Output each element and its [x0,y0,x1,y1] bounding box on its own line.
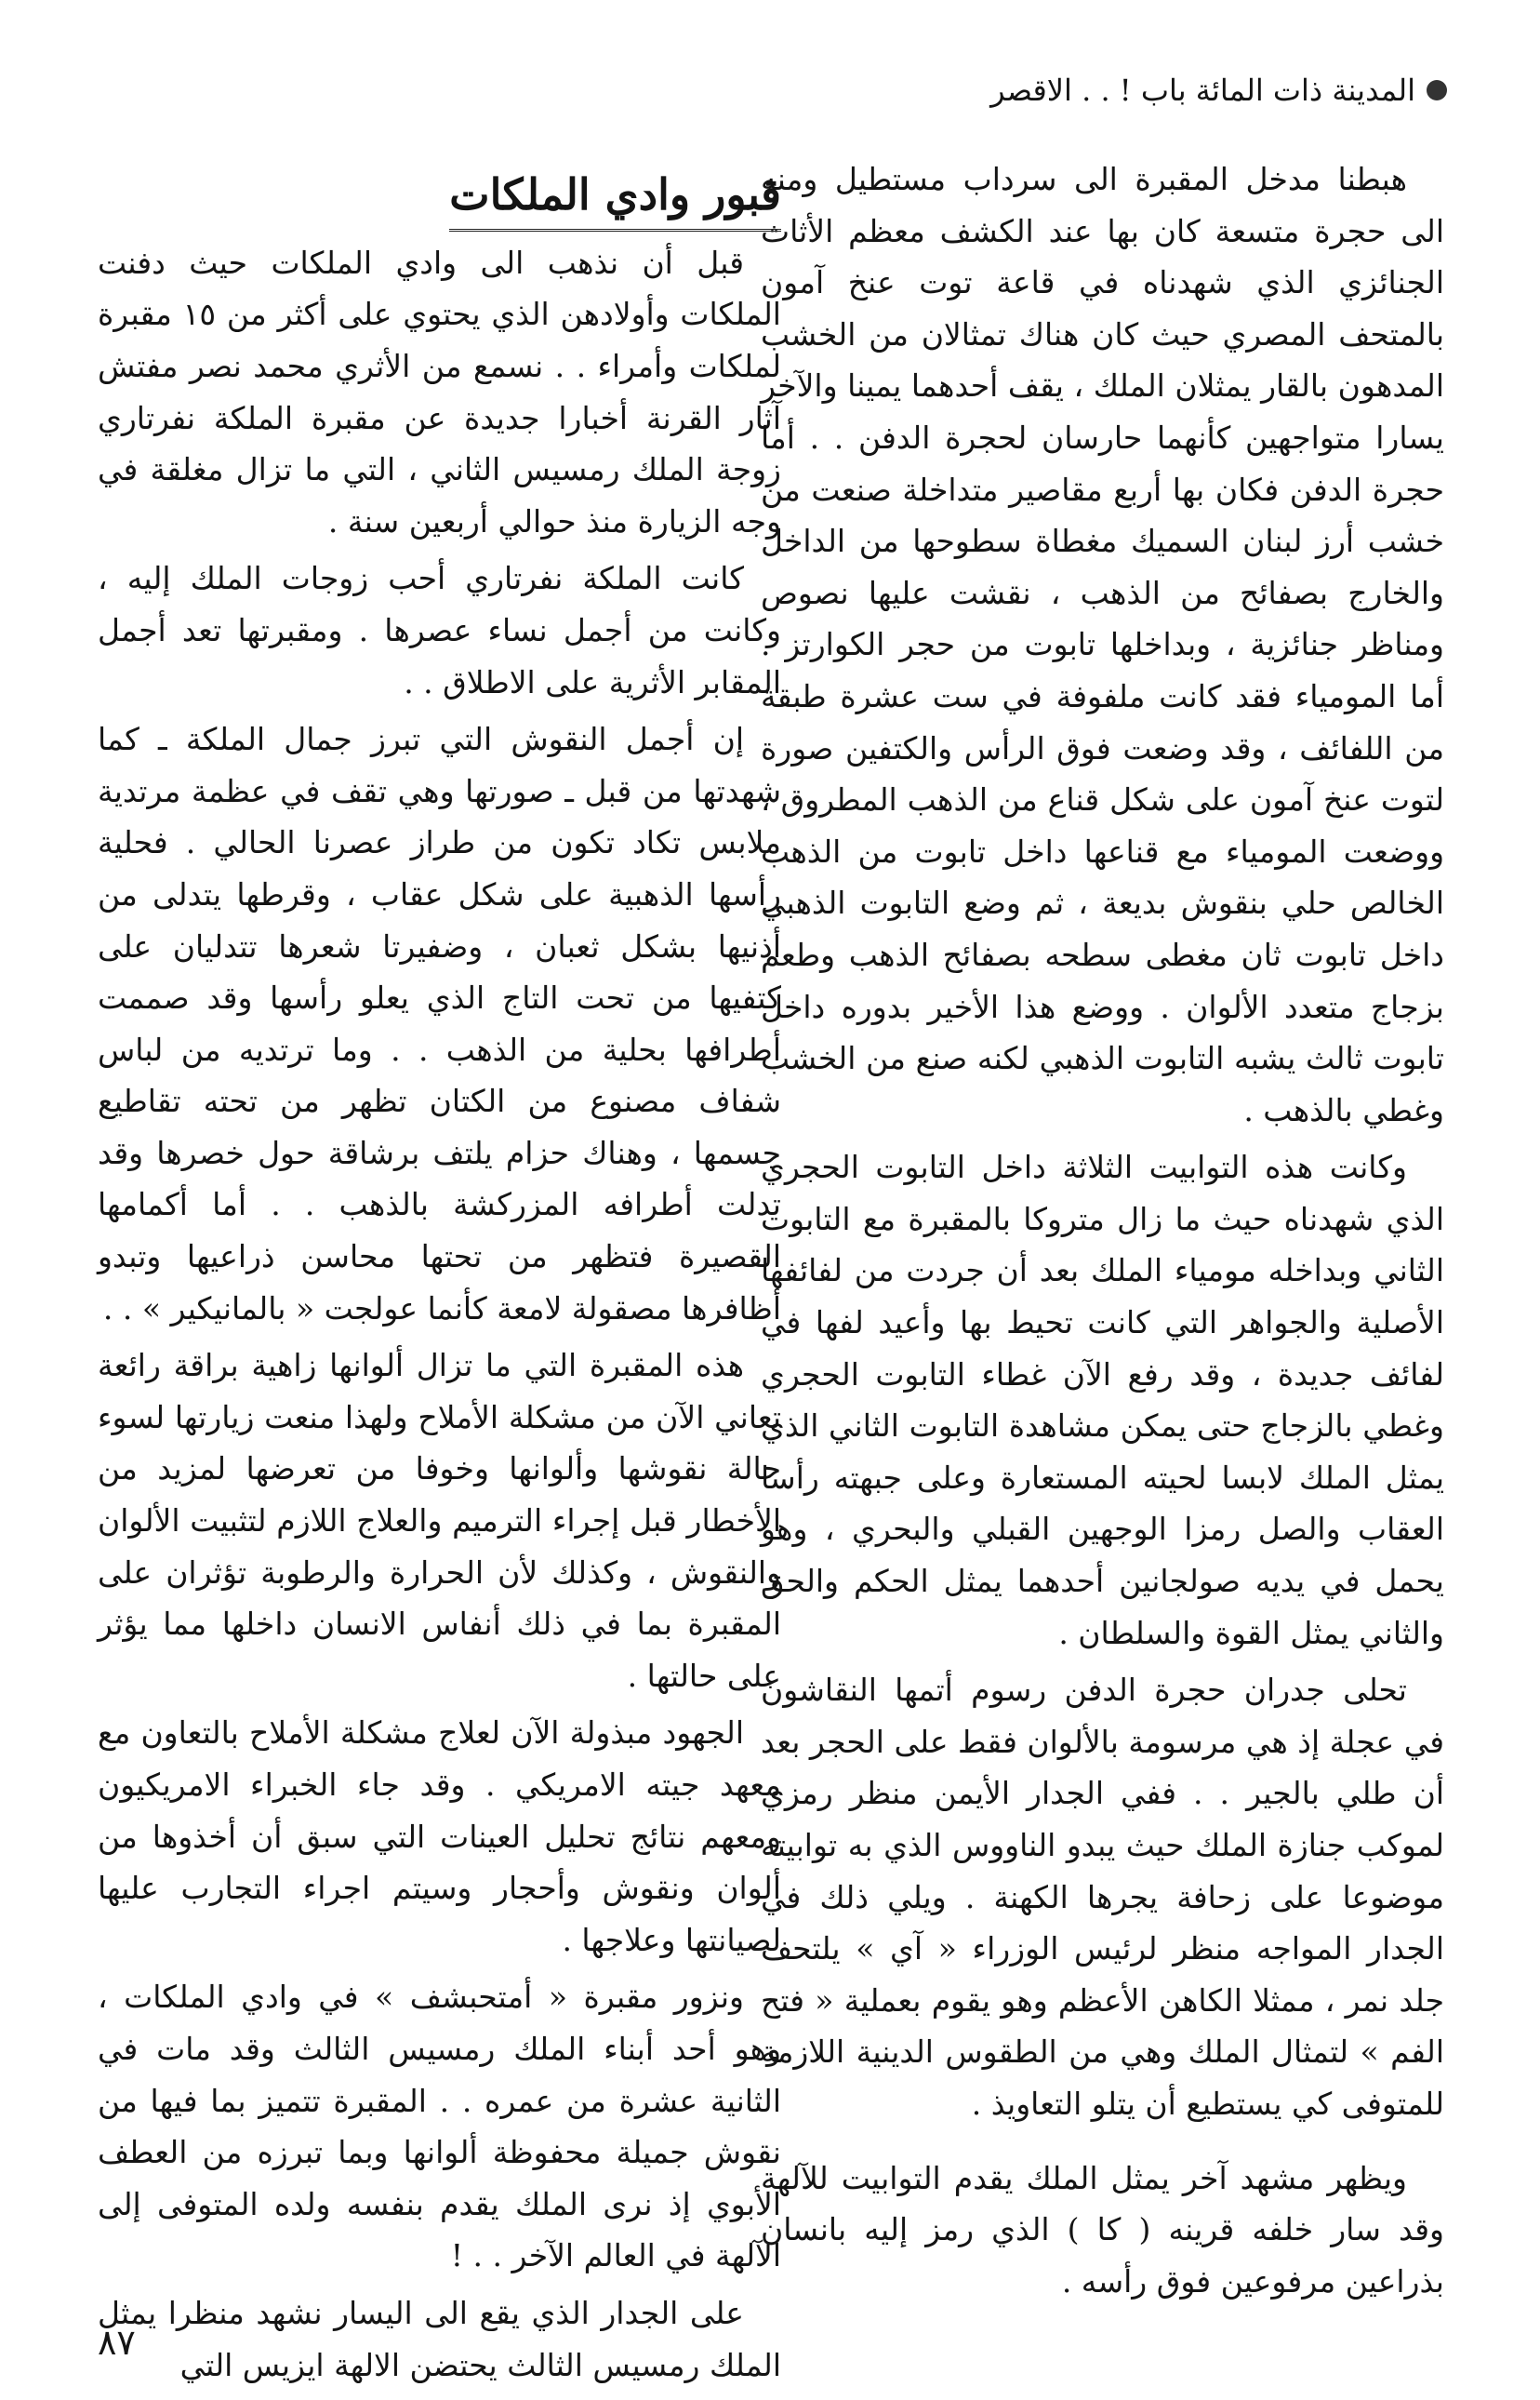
bullet-icon [1427,80,1447,100]
paragraph: هبطنا مدخل المقبرة الى سرداب مستطيل ومنه الى حجرة متسعة كان بها عند الكشف معظم الأثاث الجنائزي الذي شهدناه في قاعة توت عنخ آمون بالمتحف المصري حيث كان هناك تمثالان من الخشب المدهون بالقار يمثلان الملك ، يقف أحدهما يمينا والآخر يسارا متواجهين كأنهما حارسان لحجرة الدفن . . أما حجرة الدفن فكان بها أربع مقاصير متداخلة صنعت من خشب أرز لبنان السميك مغطاة سطوحها من الداخل والخارج بصفائح من الذهب ، نقشت عليها نصوص ومناظر جنائزية ، وبداخلها تابوت من حجر الكوارتز . أما المومياء فقد كانت ملفوفة في ست عشرة طبقة من اللفائف ، وقد وضعت فوق الرأس والكتفين صورة لتوت عنخ آمون على شكل قناع من الذهب المطروق ، ووضعت المومياء مع قناعها داخل تابوت من الذهب الخالص حلي بنقوش بديعة ، ثم وضع التابوت الذهبي داخل تابوت ثان مغطى سطحه بصفائح الذهب وطعم بزجاج متعدد الألوان . ووضع هذا الأخير بدوره داخل تابوت ثالث يشبه التابوت الذهبي لكنه صنع من الخشب وغطي بالذهب . [761,161,1444,1128]
running-header [990,73,1447,108]
paragraph: إن أجمل النقوش التي تبرز جمال الملكة ـ كما شهدتها من قبل ـ صورتها وهي تقف في عظمة مرتدية ملابس تكاد تكون من طراز عصرنا الحالي . فحلية رأسها الذهبية على شكل عقاب ، وقرطها يتدلى من أذنيها بشكل ثعبان ، وضفيرتا شعرها تتدليان على كتفيها من تحت التاج الذي يعلو رأسها وقد صممت أطرافها بحلية من الذهب . . وما ترتديه من لباس شفاف مصنوع من الكتان تظهر من تحته تقاطيع جسمها ، وهناك حزام يلتف برشاقة حول خصرها وقد تدلت أطرافه المزركشة بالذهب . . أما أكمامها القصيرة فتظهر من تحتها محاسن ذراعيها وتبدو أظافرها مصقولة لامعة كأنما عولجت « بالمانيكير » . . [98,721,781,1327]
section-title: قبور وادي الملكات [449,167,781,232]
paragraph: كانت الملكة نفرتاري أحب زوجات الملك إليه ، وكانت من أجمل نساء عصرها . ومقبرتها تعد أجمل المقابر الأثرية على الاطلاق . . [98,560,781,700]
paragraph: تحلى جدران حجرة الدفن رسوم أتمها النقاشون في عجلة إذ هي مرسومة بالألوان فقط على الحجر بعد أن طلي بالجير . . ففي الجدار الأيمن منظر رمزي لموكب جنازة الملك حيث يبدو الناووس الذي به توابيته موضوعا على زحافة يجرها الكهنة . ويلي ذلك في الجدار المواجه منظر لرئيس الوزراء « آي » يلتحف جلد نمر ، ممثلا الكاهن الأعظم وهو يقوم بعملية « فتح الفم » لتمثال الملك وهي من الطقوس الدينية اللازمة للمتوفى كي يستطيع أن يتلو التعاويذ . [761,1672,1444,2122]
left-column [98,167,781,2396]
right-column [761,153,1444,2313]
paragraph: قبل أن نذهب الى وادي الملكات حيث دفنت الملكات وأولادهن الذي يحتوي على أكثر من ١٥ مقبرة لملكات وأمراء . . نسمع من الأثري محمد نصر مفتش آثار القرنة أخبارا جديدة عن مقبرة الملكة نفرتاري زوجة الملك رمسيس الثاني ، التي ما تزال مغلقة في وجه الزيارة منذ حوالي أربعين سنة . [98,244,781,540]
paragraph: ونزور مقبرة « أمتحبشف » في وادي الملكات ، وهو أحد أبناء الملك رمسيس الثالث وقد مات في الثانية عشرة من عمره . . المقبرة تتميز بما فيها من نقوش جميلة محفوظة ألوانها وبما تبرزه من العطف الأبوي إذ نرى الملك يقدم بنفسه ولده المتوفى إلى الآلهة في العالم الآخر . . ! [98,1979,781,2274]
paragraph: هذه المقبرة التي ما تزال ألوانها زاهية براقة رائعة تعاني الآن من مشكلة الأملاح ولهذا منعت زيارتها لسوء حالة نقوشها وألوانها وخوفا من تعرضها لمزيد من الأخطار قبل إجراء الترميم والعلاج اللازم لتثبيت الألوان والنقوش ، وكذلك لأن الحرارة والرطوبة تؤثران على المقبرة بما في ذلك أنفاس الانسان داخلها مما يؤثر على حالتها . [98,1347,781,1694]
running-header-text: المدينة ذات المائة باب ! . . الاقصر [990,73,1415,108]
paragraph: وكانت هذه التوابيت الثلاثة داخل التابوت الحجري الذي شهدناه حيث ما زال متروكا بالمقبرة مع التابوت الثاني وبداخله مومياء الملك بعد أن جردت من لفائفها الأصلية والجواهر التي كانت تحيط بها وأعيد لفها في لفائف جديدة ، وقد رفع الآن غطاء التابوت الحجري وغطي بالزجاج حتى يمكن مشاهدة التابوت الثاني الذي يمثل الملك لابسا لحيته المستعارة وعلى جبهته رأسا العقاب والصل رمزا الوجهين القبلي والبحري ، وهو يحمل في يديه صولجانين أحدهما يمثل الحكم والحق والثاني يمثل القوة والسلطان . [761,1149,1444,1651]
paragraph: ويظهر مشهد آخر يمثل الملك يقدم التوابيت للآلهة وقد سار خلفه قرينه ( كا ) الذي رمز إليه بانسان بذراعين مرفوعين فوق رأسه . [761,2159,1444,2300]
paragraph: الجهود مبذولة الآن لعلاج مشكلة الأملاح بالتعاون مع معهد جيته الامريكي . وقد جاء الخبراء الامريكيون ومعهم نتائج تحليل العينات التي سبق أن أخذوها من ألوان ونقوش وأحجار وسيتم اجراء التجارب عليها لصيانتها وعلاجها . [98,1714,781,1958]
paragraph: على الجدار الذي يقع الى اليسار نشهد منظرا يمثل الملك رمسيس الثالث يحتضن الالهة ايزيس التي [98,2294,781,2383]
page-number: ٨٧ [98,2322,136,2363]
